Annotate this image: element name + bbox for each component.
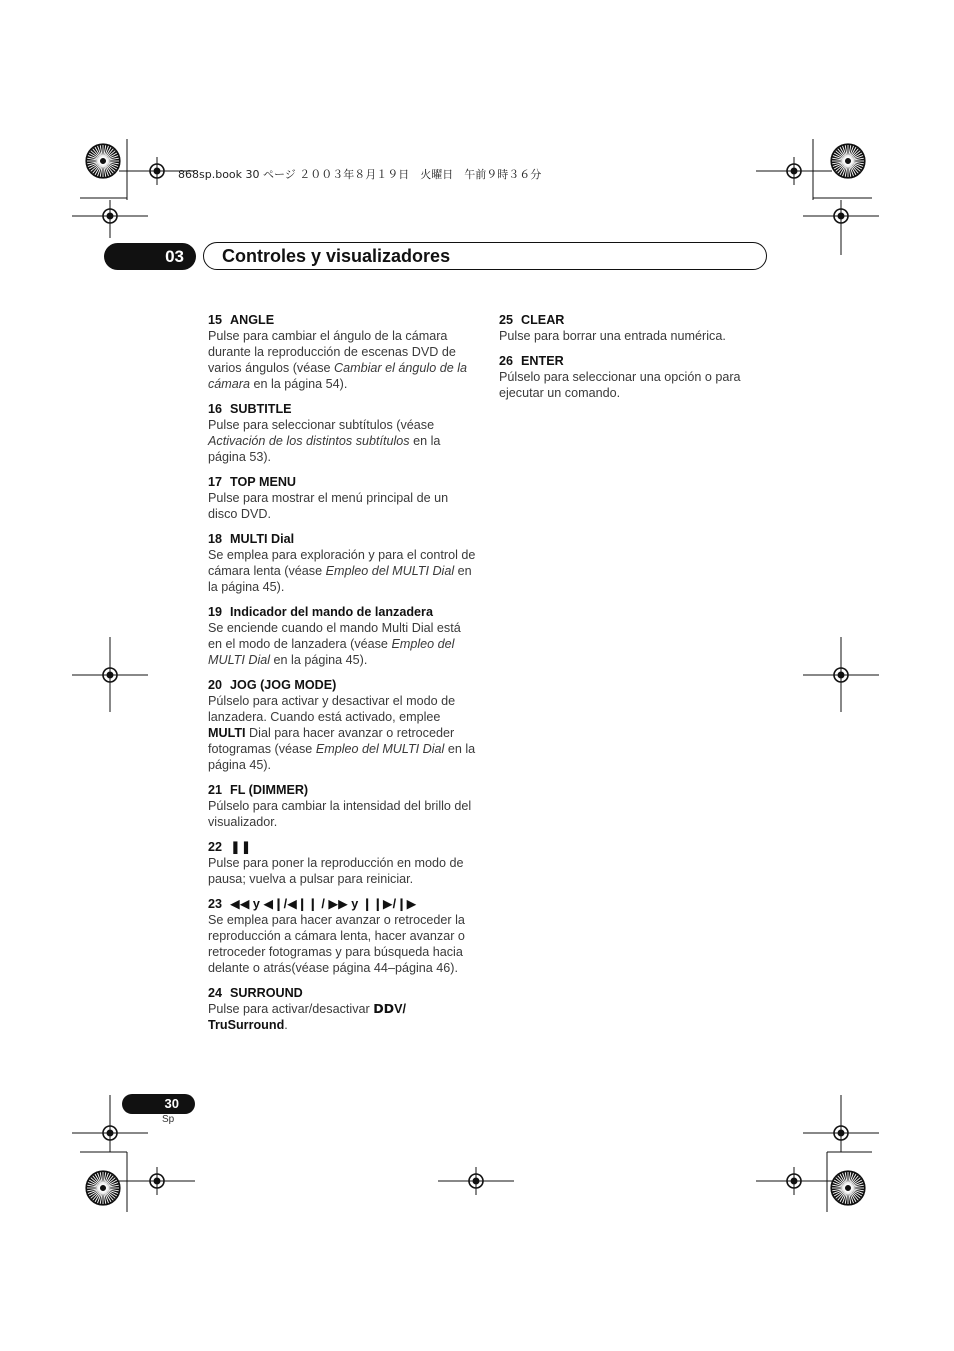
control-item-25 (499, 312, 764, 344)
registration-crosshair-icon (72, 1119, 148, 1147)
control-item-description: Púlselo para seleccionar una opción o para ejecutar un comando. (499, 370, 741, 400)
control-item-description: Pulse para seleccionar subtítulos (véase Activación de los distintos subtítulos en la página 53). (208, 418, 441, 464)
control-item-label: SURROUND (230, 986, 303, 1000)
control-item-22 (208, 839, 476, 887)
control-item-20 (208, 677, 476, 773)
control-item-heading (208, 312, 476, 328)
registration-starburst-icon (86, 1171, 120, 1205)
control-item-label: JOG (JOG MODE) (230, 678, 337, 692)
page-language: Sp (162, 1114, 175, 1125)
control-item-label: CLEAR (521, 313, 565, 327)
control-item-number: 25 (499, 313, 514, 327)
control-item-21 (208, 782, 476, 830)
control-item-heading (208, 782, 476, 798)
control-item-heading (208, 677, 476, 693)
left-column (208, 312, 476, 1042)
chapter-number-badge: 03 (104, 243, 196, 270)
registration-crosshair-icon (119, 1167, 195, 1195)
registration-crosshair-icon (72, 202, 148, 230)
control-item-number: 26 (499, 354, 514, 368)
control-item-18 (208, 531, 476, 595)
control-item-heading (208, 401, 476, 417)
control-item-number: 23 (208, 897, 223, 911)
right-column (499, 312, 764, 410)
registration-crosshair-icon (803, 1119, 879, 1147)
control-item-heading (208, 896, 476, 912)
control-item-19 (208, 604, 476, 668)
registration-crosshair-icon (756, 157, 832, 185)
control-item-description: Pulse para activar/desactivar ⅮⅮV/ TruSurround. (208, 1002, 407, 1032)
control-item-heading (208, 839, 476, 855)
control-item-description: Pulse para poner la reproducción en modo de pausa; vuelva a pulsar para reiniciar. (208, 856, 464, 886)
control-item-number: 15 (208, 313, 223, 327)
registration-crosshair-icon (438, 1167, 514, 1195)
control-item-label: TOP MENU (230, 475, 297, 489)
control-item-23 (208, 896, 476, 976)
control-item-15 (208, 312, 476, 392)
registration-crosshair-icon (803, 202, 879, 230)
control-item-number: 20 (208, 678, 223, 692)
control-item-description: Púlselo para activar y desactivar el modo de lanzadera. Cuando está activado, emplee MULTI Dial para hacer avanzar o retroceder fotogramas (véase Empleo del MULTI Dial en la página 45). (208, 694, 476, 772)
registration-crosshair-icon (756, 1167, 832, 1195)
control-item-26 (499, 353, 764, 401)
control-item-description: Pulse para borrar una entrada numérica. (499, 329, 726, 343)
registration-starburst-icon (831, 144, 865, 178)
registration-starburst-icon (831, 1171, 865, 1205)
print-slug-header: 868sp.book 30 ページ ２００３年８月１９日 火曜日 午前９時３６分 (178, 168, 542, 181)
page-number: 30 (122, 1094, 195, 1114)
control-item-heading (208, 474, 476, 490)
control-item-label: Indicador del mando de lanzadera (230, 605, 433, 619)
control-item-heading (208, 531, 476, 547)
control-item-heading (208, 604, 476, 620)
control-item-heading (499, 353, 764, 369)
control-item-heading (499, 312, 764, 328)
chapter-title: Controles y visualizadores (222, 246, 451, 266)
control-item-label: MULTI Dial (230, 532, 295, 546)
control-item-label: FL (DIMMER) (230, 783, 309, 797)
control-item-label: ANGLE (230, 313, 275, 327)
control-item-24 (208, 985, 476, 1033)
control-item-description: Se enciende cuando el mando Multi Dial está en el modo de lanzadera (véase Empleo del MULTI Dial en la página 45). (208, 621, 461, 667)
registration-crosshair-icon (72, 661, 148, 689)
control-item-16 (208, 401, 476, 465)
control-item-17 (208, 474, 476, 522)
control-item-label: SUBTITLE (230, 402, 292, 416)
control-item-number: 19 (208, 605, 223, 619)
control-item-description: Se emplea para hacer avanzar o retroceder la reproducción a cámara lenta, hacer avanzar o retroceder fotogramas y para búsqueda hacia delante o atrás(véase página 44–página 46). (208, 913, 465, 975)
control-item-number: 24 (208, 986, 223, 1000)
control-item-number: 22 (208, 840, 223, 854)
registration-crosshair-icon (803, 661, 879, 689)
control-item-number: 21 (208, 783, 223, 797)
control-item-description: Pulse para cambiar el ángulo de la cámara durante la reproducción de escenas DVD de varios ángulos (véase Cambiar el ángulo de la cámara en la página 54). (208, 329, 468, 391)
control-item-number: 18 (208, 532, 223, 546)
control-item-label: ENTER (521, 354, 564, 368)
control-item-label: ❚❚ (230, 840, 252, 854)
control-item-number: 16 (208, 402, 223, 416)
registration-starburst-icon (86, 144, 120, 178)
control-item-heading (208, 985, 476, 1001)
control-item-label: ◀◀ y ◀❙/◀❙❙ / ▶▶ y ❙❙▶/❙▶ (230, 897, 417, 911)
control-item-description: Pulse para mostrar el menú principal de un disco DVD. (208, 491, 449, 521)
control-item-description: Se emplea para exploración y para el control de cámara lenta (véase Empleo del MULTI Dial en la página 45). (208, 548, 476, 594)
control-item-number: 17 (208, 475, 223, 489)
control-item-description: Púlselo para cambiar la intensidad del brillo del visualizador. (208, 799, 472, 829)
